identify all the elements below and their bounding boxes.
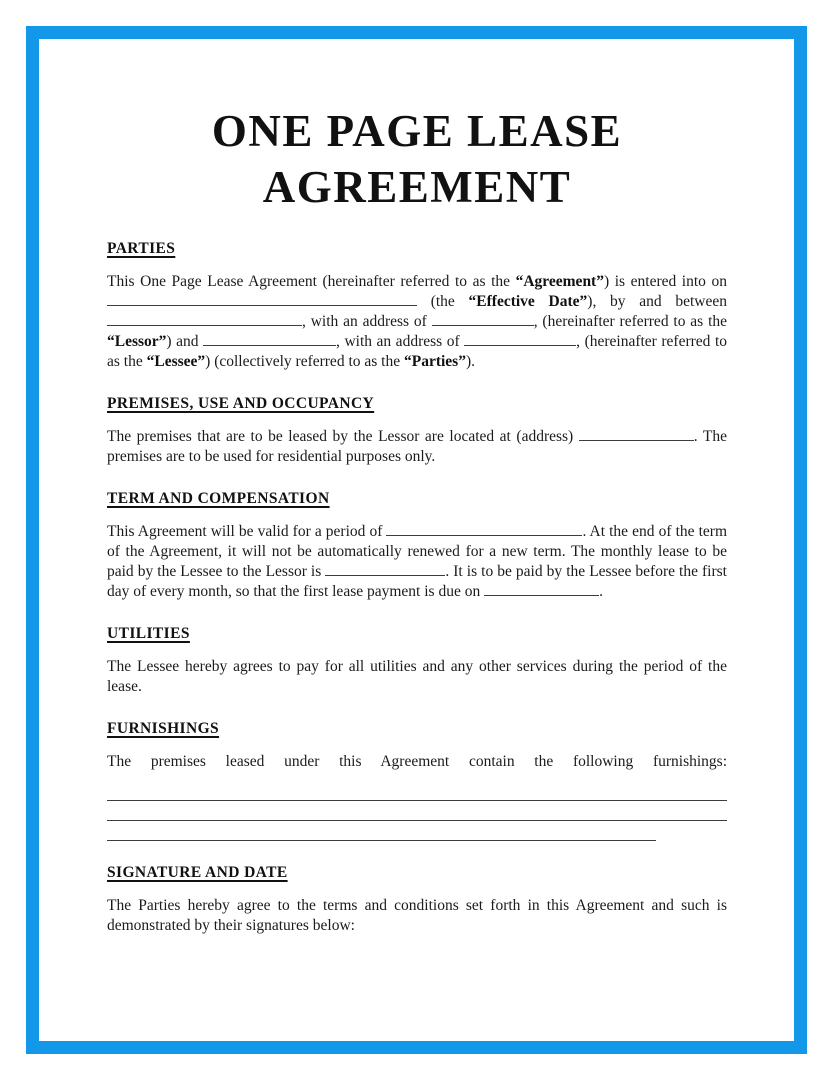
paragraph-text: The premises that are to be leased by the Lessor are located at (address) [107, 428, 579, 445]
fill-in-blank [484, 582, 599, 596]
paragraph-text: ). [465, 353, 476, 370]
defined-term: “Parties” [403, 353, 466, 370]
fill-in-line [107, 781, 727, 801]
section-paragraph [107, 427, 727, 467]
paragraph-text: , with an address of [302, 313, 432, 330]
paragraph-text: This One Page Lease Agreement (hereinafter referred to as the [107, 273, 516, 290]
section-paragraph [107, 522, 727, 602]
section-heading-parties: PARTIES [107, 240, 176, 257]
fill-in-line [107, 801, 727, 821]
paragraph-text: (the [417, 293, 469, 310]
fill-in-blank [203, 332, 336, 346]
paragraph-text: ) is entered into on [603, 273, 727, 290]
document-title [107, 103, 727, 215]
paragraph-text: The Lessee hereby agrees to pay for all utilities and any other services during the period of the lease. [107, 658, 727, 695]
document-title-line2: AGREEMENT [262, 162, 572, 212]
paragraph-text: , (hereinafter referred to as the [107, 333, 727, 370]
fill-in-line [107, 821, 656, 841]
paragraph-text: , with an address of [336, 333, 465, 350]
paragraph-text: . At the end of the term of the Agreement, it will not be automatically renewed for a new term. The monthly lease to be paid by the Lessee to the Lessor is [107, 523, 727, 580]
fill-in-blank [386, 522, 582, 536]
paragraph-text: The premises leased under this Agreement contain the following furnishings: [107, 753, 727, 770]
section-heading-signature-and-date: SIGNATURE AND DATE [107, 864, 288, 881]
paragraph-text: . [599, 583, 603, 600]
fill-in-blank [432, 312, 534, 326]
section-paragraph [107, 896, 727, 936]
defined-term: “Agreement” [515, 273, 604, 290]
paragraph-text: , (hereinafter referred to as the [533, 313, 727, 330]
paragraph-text: ) and [166, 333, 204, 350]
defined-term: “Lessor” [107, 333, 167, 350]
fill-in-blank [107, 292, 417, 306]
document-content [39, 39, 794, 1041]
section-heading-term-and-compensation: TERM AND COMPENSATION [107, 490, 330, 507]
fill-in-blank [325, 562, 445, 576]
fill-in-blank [579, 427, 694, 441]
section-paragraph [107, 657, 727, 697]
paragraph-text: . It is to be paid by the Lessee before the first day of every month, so that the first lease payment is due on [107, 563, 727, 600]
section-heading-utilities: UTILITIES [107, 625, 190, 642]
fill-in-blank [107, 312, 302, 326]
section-paragraph [107, 272, 727, 372]
defined-term: “Lessee” [146, 353, 206, 370]
section-paragraph [107, 752, 727, 772]
section-heading-premises-use-and-occupancy: PREMISES, USE AND OCCUPANCY [107, 395, 375, 412]
paragraph-text: ) (collectively referred to as the [205, 353, 404, 370]
paragraph-text: . The premises are to be used for residential purposes only. [107, 428, 727, 465]
paragraph-text: ), by and between [587, 293, 727, 310]
paragraph-text: The Parties hereby agree to the terms and conditions set forth in this Agreement and such is demonstrated by their signatures below: [107, 897, 727, 934]
defined-term: “Effective Date” [468, 293, 588, 310]
document-sections [107, 239, 727, 936]
section-heading-furnishings: FURNISHINGS [107, 720, 220, 737]
paragraph-text: This Agreement will be valid for a period of [107, 523, 387, 540]
document-title-line1: ONE PAGE LEASE [211, 106, 623, 156]
fill-in-blank [464, 332, 576, 346]
